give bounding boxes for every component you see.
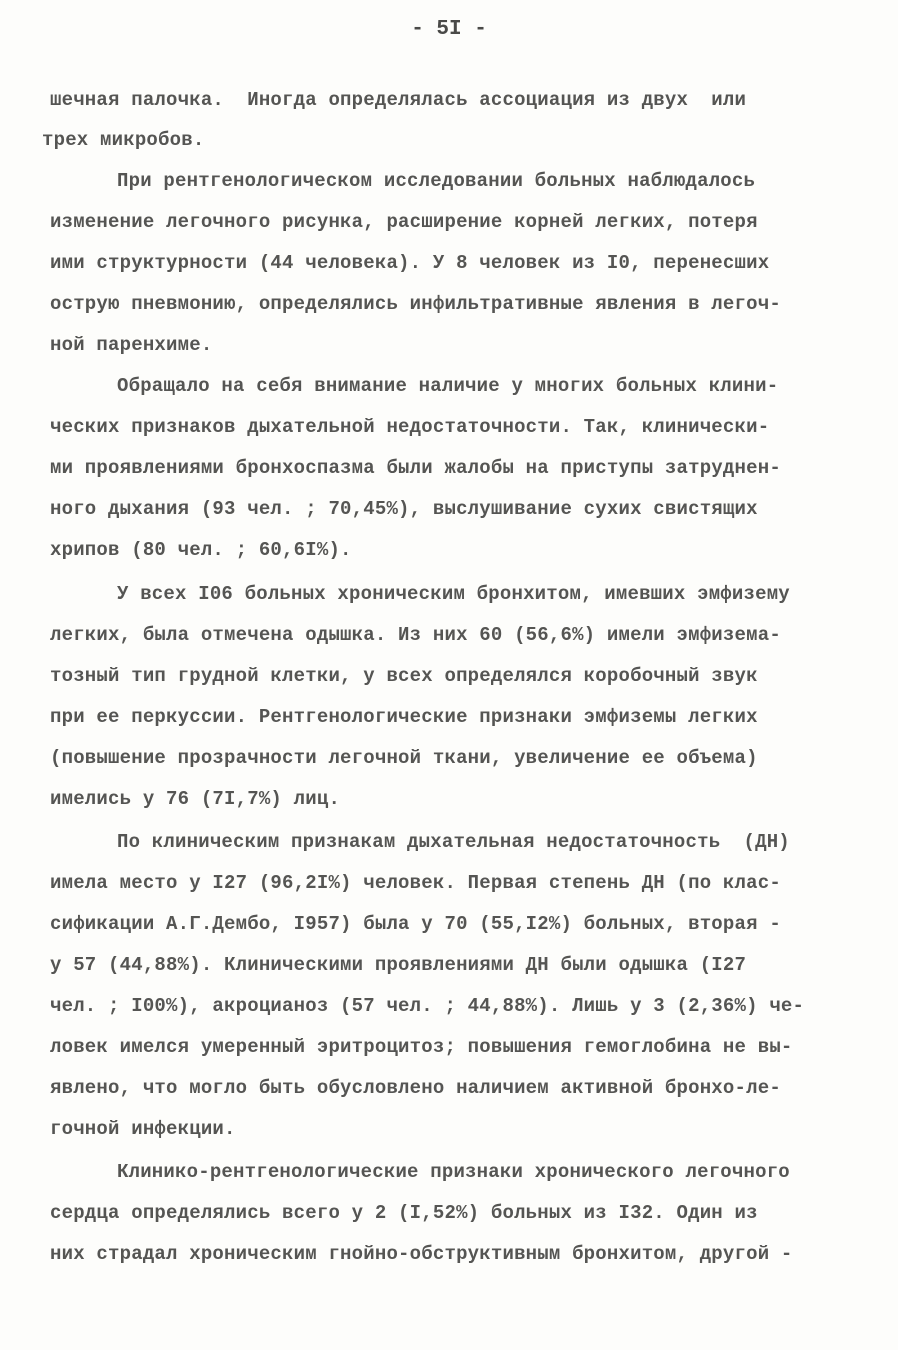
text-line: шечная палочка. Иногда определялась ассоциация из двух или	[50, 89, 747, 111]
text-line: хрипов (80 чел. ; 60,6I%).	[50, 539, 352, 561]
text-line: имела место у I27 (96,2I%) человек. Первая степень ДН (по клас-	[50, 872, 781, 894]
text-line: у 57 (44,88%). Клиническими проявлениями ДН были одышка (I27	[50, 954, 747, 976]
text-line: Обращало на себя внимание наличие у многих больных клини-	[117, 375, 779, 397]
text-line: них страдал хроническим гнойно-обструктивным бронхитом, другой -	[50, 1243, 793, 1265]
text-line: тозный тип грудной клетки, у всех определялся коробочный звук	[50, 665, 758, 687]
text-line: У всех I06 больных хроническим бронхитом, имевших эмфизему	[117, 583, 790, 605]
text-line: При рентгенологическом исследовании больных наблюдалось	[117, 170, 756, 192]
text-line: имелись у 76 (7I,7%) лиц.	[50, 788, 341, 810]
page-number: - 5I -	[411, 18, 487, 41]
text-line: гочной инфекции.	[50, 1118, 236, 1140]
text-line: сификации А.Г.Дембо, I957) была у 70 (55,I2%) больных, вторая -	[50, 913, 781, 935]
text-line: трех микробов.	[42, 129, 205, 151]
text-line: легких, была отмечена одышка. Из них 60 (56,6%) имели эмфизема-	[50, 624, 781, 646]
text-line: изменение легочного рисунка, расширение корней легких, потеря	[50, 211, 758, 233]
text-line: По клиническим признакам дыхательная недостаточность (ДН)	[117, 831, 790, 853]
text-line: сердца определялись всего у 2 (I,52%) больных из I32. Один из	[50, 1202, 758, 1224]
text-line: при ее перкуссии. Рентгенологические признаки эмфиземы легких	[50, 706, 758, 728]
text-line: ной паренхиме.	[50, 334, 213, 356]
text-line: ного дыхания (93 чел. ; 70,45%), выслушивание сухих свистящих	[50, 498, 758, 520]
text-line: (повышение прозрачности легочной ткани, увеличение ее объема)	[50, 747, 758, 769]
text-line: острую пневмонию, определялись инфильтративные явления в легоч-	[50, 293, 781, 315]
text-line: Клинико-рентгенологические признаки хронического легочного	[117, 1161, 790, 1183]
text-line: чел. ; I00%), акроцианоз (57 чел. ; 44,88%). Лишь у 3 (2,36%) че-	[50, 995, 805, 1017]
text-line: ловек имелся умеренный эритроцитоз; повышения гемоглобина не вы-	[50, 1036, 793, 1058]
text-line: ческих признаков дыхательной недостаточности. Так, клинически-	[50, 416, 770, 438]
text-line: ми проявлениями бронхоспазма были жалобы на приступы затруднен-	[50, 457, 781, 479]
text-line: явлено, что могло быть обусловлено наличием активной бронхо-ле-	[50, 1077, 781, 1099]
text-line: ими структурности (44 человека). У 8 человек из I0, перенесших	[50, 252, 770, 274]
